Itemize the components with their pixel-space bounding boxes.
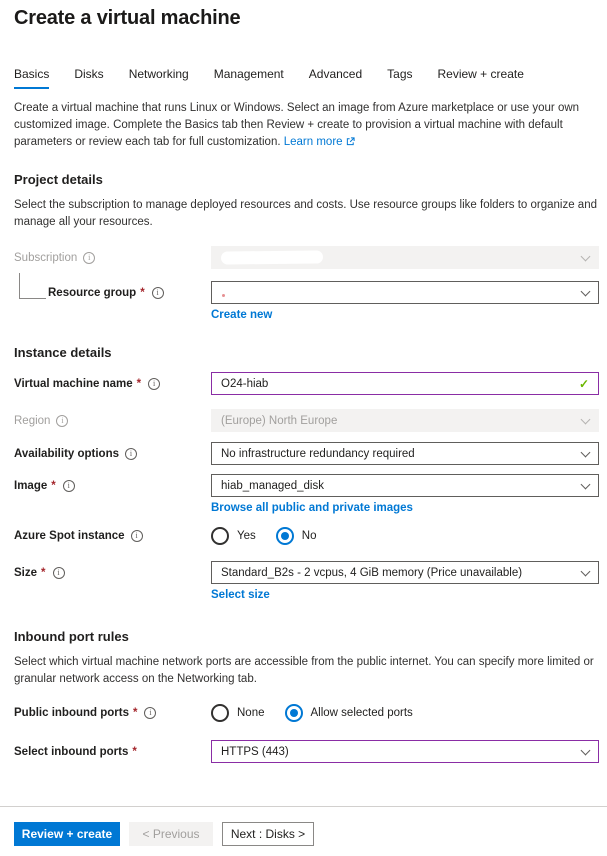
- info-icon[interactable]: i: [83, 252, 95, 264]
- tab-management[interactable]: Management: [213, 67, 284, 81]
- required-marker: *: [136, 377, 142, 390]
- footer-divider: [0, 806, 607, 807]
- select-inbound-ports-label: Select inbound ports: [14, 745, 129, 758]
- size-value: Standard_B2s - 2 vcpus, 4 GiB memory (Price unavailable): [221, 566, 523, 579]
- footer-button-bar: [14, 822, 314, 846]
- select-inbound-ports-dropdown[interactable]: [211, 740, 599, 763]
- region-value: (Europe) North Europe: [221, 414, 338, 427]
- chevron-down-icon: [581, 447, 591, 457]
- field-row-availability: [14, 442, 599, 465]
- vm-name-input[interactable]: [221, 373, 573, 394]
- azure-spot-option-yes[interactable]: Yes: [211, 527, 256, 545]
- section-instance-details: Instance details: [14, 345, 112, 360]
- public-inbound-option-none[interactable]: None: [211, 704, 265, 722]
- region-dropdown: [211, 409, 599, 432]
- azure-spot-option-no[interactable]: No: [276, 527, 317, 545]
- redaction-remnant-dot: [222, 294, 225, 297]
- field-row-image: [14, 474, 599, 497]
- radio-unselected-icon: [211, 527, 229, 545]
- public-inbound-ports-radio-group: [211, 704, 599, 722]
- chevron-down-icon: [581, 414, 591, 424]
- field-row-size: [14, 561, 599, 584]
- next-disks-button[interactable]: Next : Disks >: [222, 822, 314, 846]
- info-icon[interactable]: i: [56, 415, 68, 427]
- azure-spot-label: Azure Spot instance: [14, 530, 125, 542]
- chevron-down-icon: [581, 566, 591, 576]
- external-link-icon: [346, 135, 355, 152]
- redacted-subscription-value: [221, 250, 323, 264]
- info-icon[interactable]: i: [53, 567, 65, 579]
- tab-bar: [14, 67, 599, 89]
- image-value: hiab_managed_disk: [221, 479, 324, 492]
- availability-options-label: Availability options: [14, 447, 120, 460]
- public-inbound-ports-label: Public inbound ports: [14, 707, 129, 719]
- page-title: Create a virtual machine: [14, 7, 241, 29]
- resource-group-label: Resource group: [48, 286, 137, 299]
- chevron-down-icon: [581, 286, 591, 296]
- field-row-public-inbound-ports: [14, 704, 599, 722]
- info-icon[interactable]: i: [131, 530, 143, 542]
- chevron-down-icon: [581, 745, 591, 755]
- radio-selected-icon: [285, 704, 303, 722]
- tab-disks[interactable]: Disks: [74, 67, 104, 81]
- resource-group-dropdown[interactable]: [211, 281, 599, 304]
- intro-text: Create a virtual machine that runs Linux or Windows. Select an image from Azure marketplace or use your own customized image. Complete the Basics tab then Review + create to provision a virtual machine with default parameters or review each tab for full customization.: [14, 102, 580, 148]
- hierarchy-connector-line: [19, 273, 46, 299]
- vm-name-label: Virtual machine name: [14, 377, 133, 390]
- required-marker: *: [41, 566, 46, 579]
- tab-basics[interactable]: Basics: [14, 67, 49, 89]
- intro-paragraph: [14, 100, 599, 152]
- field-row-resource-group: [14, 281, 599, 304]
- learn-more-link[interactable]: Learn more: [283, 136, 343, 148]
- section-project-details: Project details: [14, 172, 103, 187]
- info-icon[interactable]: i: [63, 480, 75, 492]
- availability-options-dropdown[interactable]: [211, 442, 599, 465]
- info-icon[interactable]: i: [144, 707, 156, 719]
- subscription-dropdown: [211, 246, 599, 269]
- valid-check-icon: ✓: [578, 376, 589, 391]
- project-details-description: Select the subscription to manage deployed resources and costs. Use resource groups like folders to organize and manage all your resources.: [14, 199, 597, 228]
- required-marker: *: [132, 745, 137, 758]
- field-row-select-inbound-ports: [14, 740, 599, 763]
- field-row-azure-spot: [14, 527, 599, 545]
- info-icon[interactable]: i: [125, 448, 137, 460]
- radio-selected-icon: [276, 527, 294, 545]
- select-inbound-ports-value: HTTPS (443): [221, 745, 289, 758]
- public-inbound-option-allow-selected[interactable]: Allow selected ports: [285, 704, 413, 722]
- create-new-link[interactable]: Create new: [211, 309, 273, 321]
- vm-name-field: [211, 372, 599, 395]
- info-icon[interactable]: i: [148, 378, 160, 390]
- inbound-port-rules-description: Select which virtual machine network ports are accessible from the public internet. You can specify more limited or granular network access on the Networking tab.: [14, 656, 594, 685]
- chevron-down-icon: [581, 479, 591, 489]
- azure-spot-radio-group: [211, 527, 599, 545]
- tab-advanced[interactable]: Advanced: [308, 67, 363, 81]
- subscription-label: Subscription: [14, 251, 78, 264]
- field-row-vm-name: [14, 372, 599, 395]
- required-marker: *: [140, 286, 145, 299]
- section-inbound-port-rules: Inbound port rules: [14, 629, 129, 644]
- size-dropdown[interactable]: [211, 561, 599, 584]
- select-size-link[interactable]: Select size: [211, 589, 270, 601]
- image-dropdown[interactable]: [211, 474, 599, 497]
- image-label: Image: [14, 479, 48, 492]
- field-row-region: [14, 409, 599, 432]
- review-create-button[interactable]: Review + create: [14, 822, 120, 846]
- field-row-subscription: [14, 246, 599, 269]
- info-icon[interactable]: i: [152, 287, 164, 299]
- chevron-down-icon: [581, 251, 591, 261]
- tab-tags[interactable]: Tags: [387, 67, 413, 81]
- browse-images-link[interactable]: Browse all public and private images: [211, 502, 413, 514]
- tab-networking[interactable]: Networking: [128, 67, 189, 81]
- required-marker: *: [133, 707, 138, 719]
- tab-review-create[interactable]: Review + create: [437, 67, 524, 81]
- previous-button: < Previous: [129, 822, 213, 846]
- availability-options-value: No infrastructure redundancy required: [221, 447, 415, 460]
- required-marker: *: [51, 479, 56, 492]
- size-label: Size: [14, 566, 38, 579]
- region-label: Region: [14, 414, 51, 427]
- radio-unselected-icon: [211, 704, 229, 722]
